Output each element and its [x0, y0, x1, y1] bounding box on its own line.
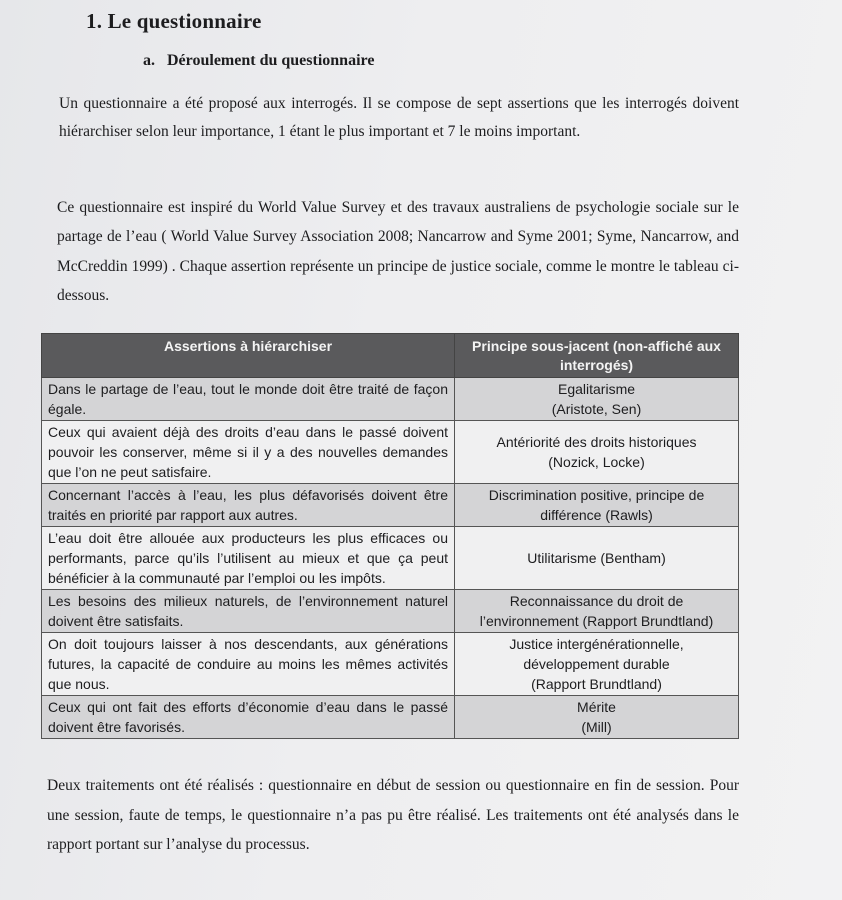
- principle-line: (Aristote, Sen): [551, 401, 642, 417]
- table-row: [42, 696, 739, 739]
- principle-cell: [455, 527, 739, 590]
- principle-line: différence (Rawls): [540, 507, 653, 523]
- table-row: [42, 633, 739, 696]
- assertion-cell: On doit toujours laisser à nos descendants, aux générations futures, la capacité de conduire au moins les mêmes activités que nous.: [42, 633, 455, 696]
- principle-line: Reconnaissance du droit de: [509, 593, 684, 609]
- principle-line: Mérite: [577, 699, 616, 715]
- intro-paragraph: Un questionnaire a été proposé aux interrogés. Il se compose de sept assertions que les interrogés doivent hiérarchiser selon leur importance, 1 étant le plus important et 7 le moins important.: [59, 95, 739, 140]
- section-title: 1. Le questionnaire: [86, 9, 262, 33]
- principle-line: Utilitarisme (Bentham): [527, 550, 666, 566]
- principle-cell: [455, 696, 739, 739]
- table-row: [42, 527, 739, 590]
- source-paragraph: Ce questionnaire est inspiré du World Value Survey et des travaux australiens de psychologie sociale sur le partage de l’eau ( World Value Survey Association 2008; Nancarrow and Syme 2001; Syme, Nancarrow, and McCreddin 1999) . Chaque assertion représente un principe de justice sociale, comme le montre le tableau ci-dessous.: [57, 199, 739, 304]
- principle-line: développement durable: [523, 656, 670, 672]
- header-assertions: Assertions à hiérarchiser: [42, 334, 455, 378]
- table-row: [42, 484, 739, 527]
- table-row: [42, 378, 739, 421]
- principle-cell: [455, 378, 739, 421]
- principle-cell: [455, 484, 739, 527]
- principle-cell: [455, 421, 739, 484]
- principle-line: (Mill): [581, 719, 612, 735]
- principle-line: (Nozick, Locke): [548, 454, 645, 470]
- principle-line: l’environnement (Rapport Brundtland): [479, 613, 714, 629]
- assertion-cell: Ceux qui ont fait des efforts d’économie d’eau dans le passé doivent être favorisés.: [42, 696, 455, 739]
- assertions-table: [41, 333, 739, 739]
- principle-line: Egalitarisme: [557, 381, 636, 397]
- table-row: [42, 590, 739, 633]
- table-row: [42, 421, 739, 484]
- assertion-cell: Ceux qui avaient déjà des droits d’eau dans le passé doivent pouvoir les conserver, même si il y a des nouvelles demandes que l’on ne peut satisfaire.: [42, 421, 455, 484]
- principle-line: Justice intergénérationnelle,: [509, 636, 684, 652]
- assertion-cell: Concernant l’accès à l’eau, les plus défavorisés doivent être traités en priorité par rapport aux autres.: [42, 484, 455, 527]
- principle-cell: [455, 633, 739, 696]
- assertion-cell: L’eau doit être allouée aux producteurs les plus efficaces ou performants, parce qu’ils l’utilisent au mieux et que ça peut bénéficier à la communauté par l’emploi ou les impôts.: [42, 527, 455, 590]
- table-header-row: [42, 334, 739, 378]
- subsection-title: a. Déroulement du questionnaire: [143, 52, 375, 69]
- assertion-cell: Les besoins des milieux naturels, de l’environnement naturel doivent être satisfaits.: [42, 590, 455, 633]
- principle-line: Discrimination positive, principe de: [488, 487, 705, 503]
- principle-line: (Rapport Brundtland): [531, 676, 662, 692]
- principle-cell: [455, 590, 739, 633]
- treatments-paragraph: Deux traitements ont été réalisés : questionnaire en début de session ou questionnaire en fin de session. Pour une session, faute de temps, le questionnaire n’a pas pu être réalisé. Les traitements ont été analysés dans le rapport portant sur l’analyse du processus.: [47, 777, 739, 853]
- header-principle: Principe sous-jacent (non-affiché aux interrogés): [455, 334, 739, 378]
- principle-line: Antériorité des droits historiques: [496, 434, 697, 450]
- assertion-cell: Dans le partage de l’eau, tout le monde doit être traité de façon égale.: [42, 378, 455, 421]
